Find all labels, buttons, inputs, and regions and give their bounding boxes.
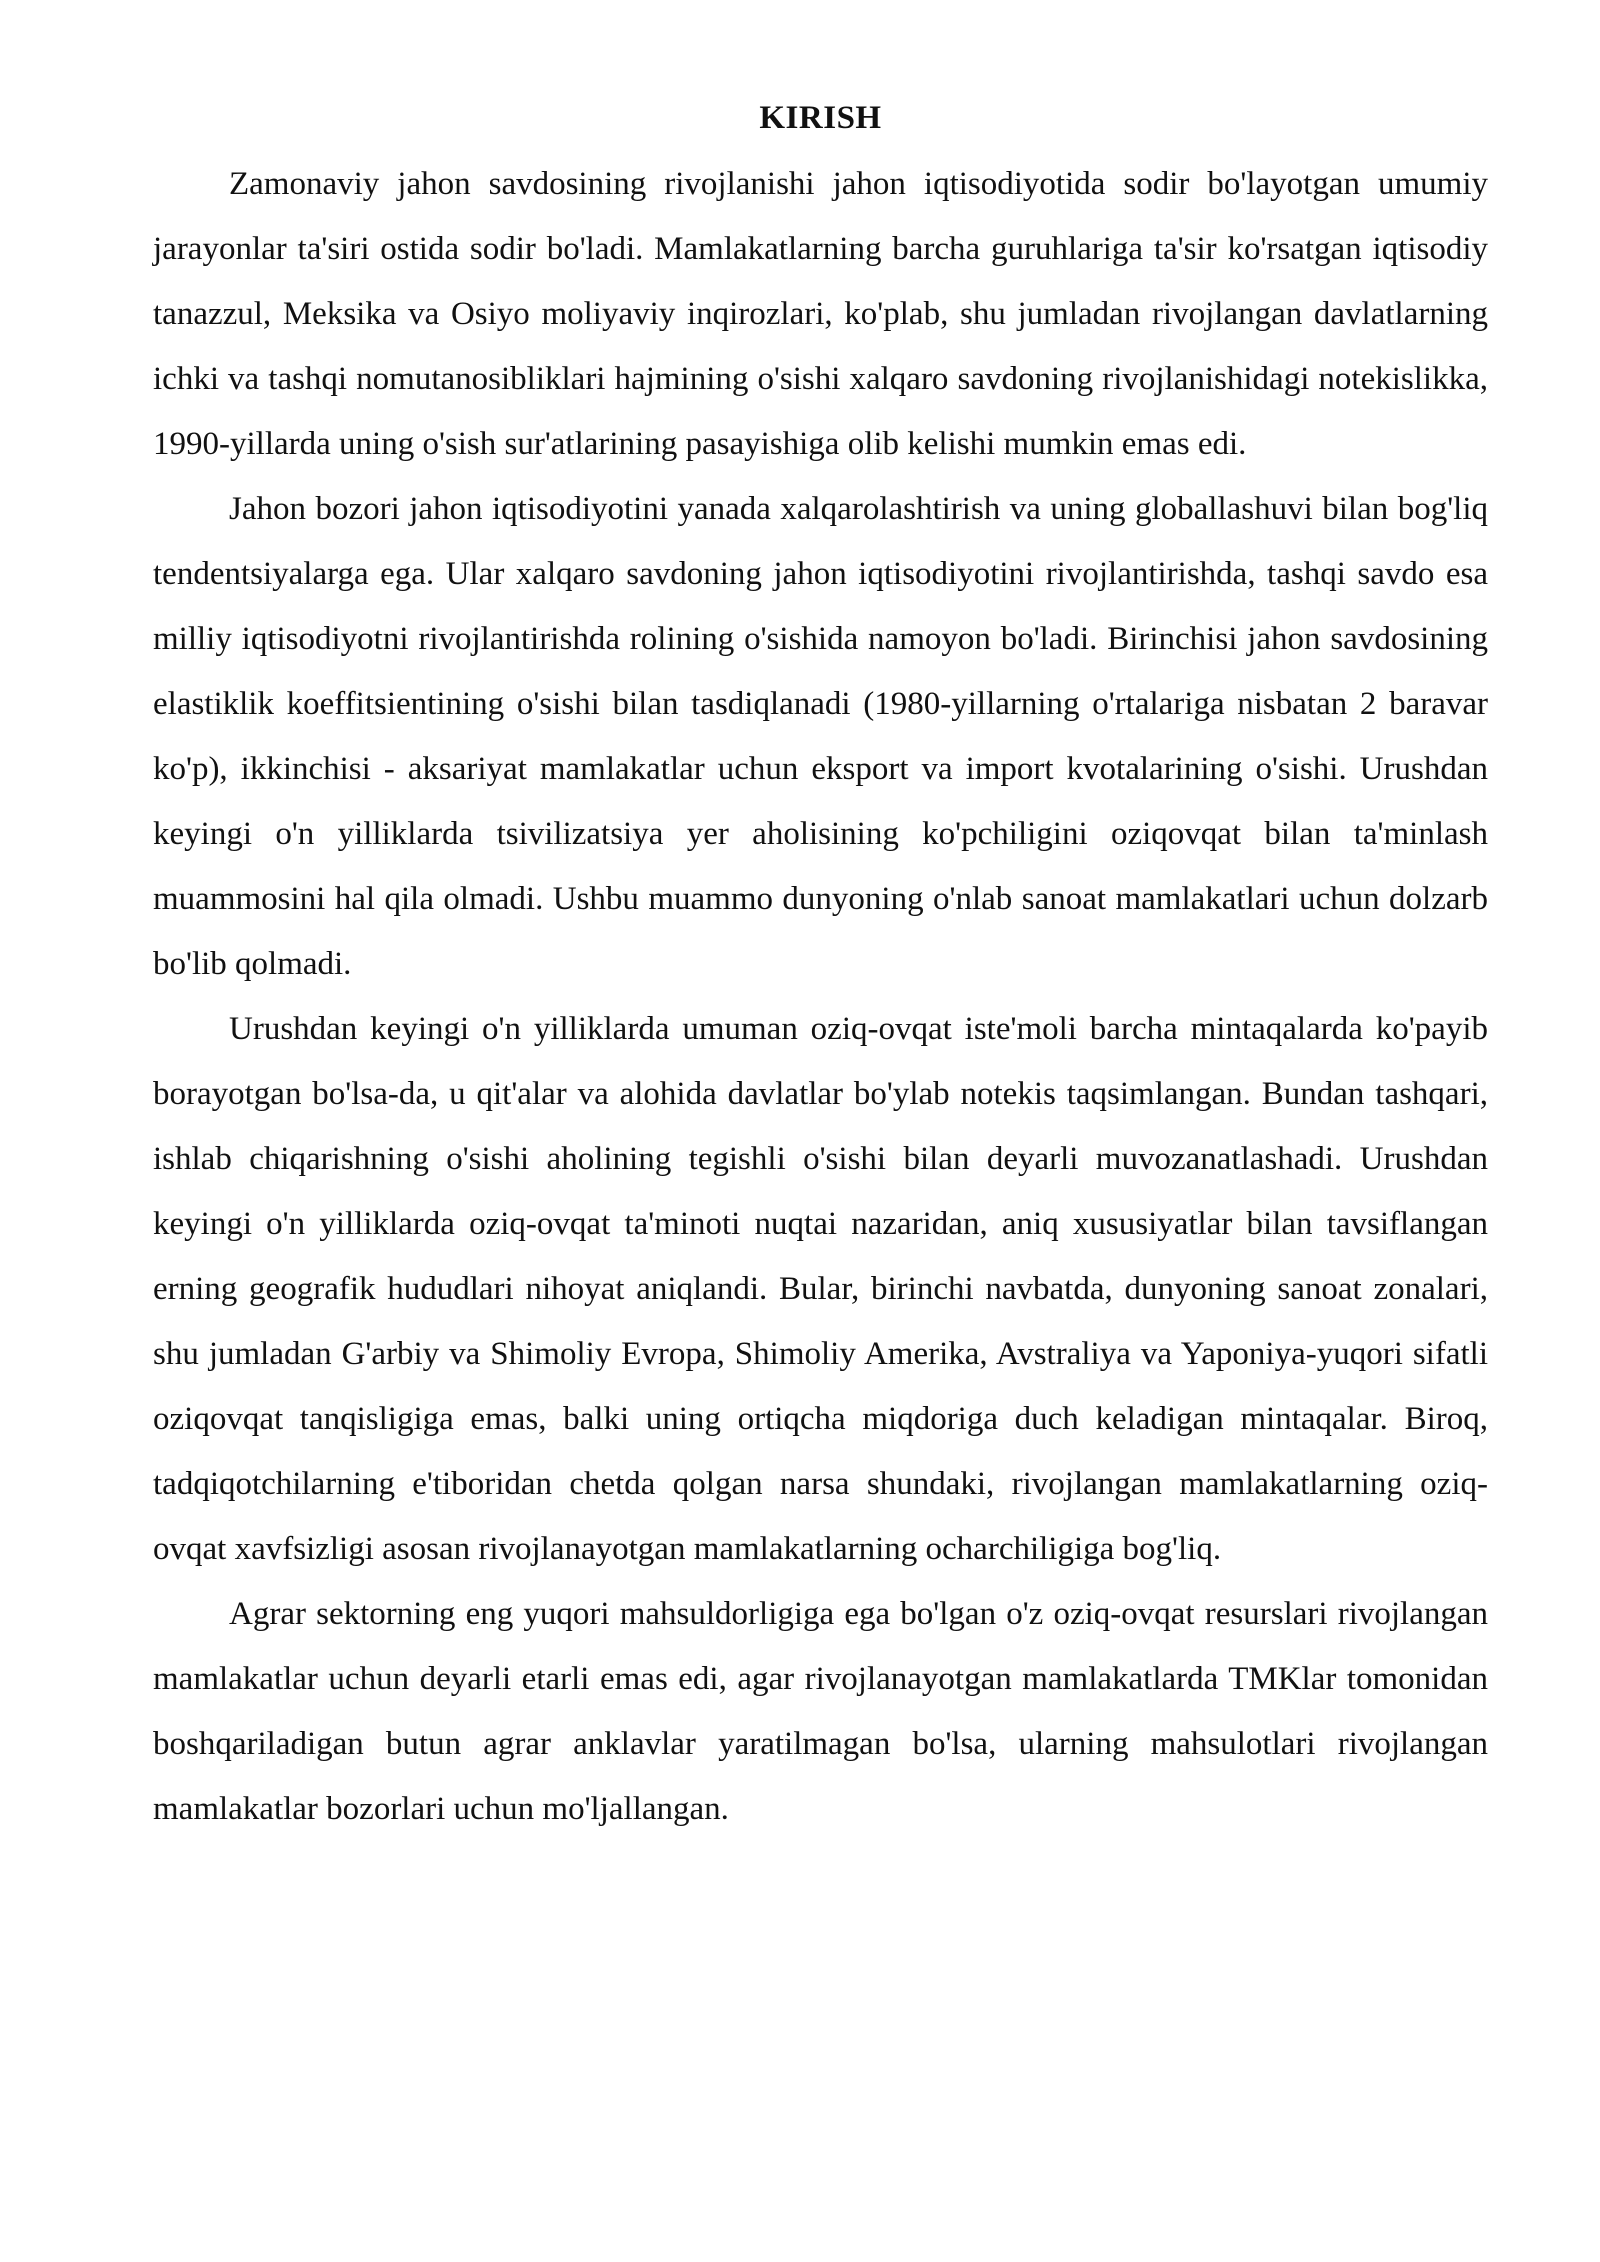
paragraph-1: Zamonaviy jahon savdosining rivojlanishi jahon iqtisodiyotida sodir bo'layotgan umumiy jarayonlar ta'siri ostida sodir bo'ladi. Mamlakatlarning barcha guruhlariga ta'sir ko'rsatgan iqtisodiy tanazzul, Meksika va Osiyo moliyaviy inqirozlari, ko'plab, shu jumladan rivojlangan davlatlarning ichki va tashqi nomutanosibliklari hajmining o'sishi xalqaro savdoning rivojlanishidagi notekislikka, 1990-yillarda uning o'sish sur'atlarining pasayishiga olib kelishi mumkin emas edi. bbox=[153, 166, 1488, 462]
paragraph-2: Jahon bozori jahon iqtisodiyotini yanada xalqarolashtirish va uning globallashuvi bilan bog'liq tendentsiyalarga ega. Ular xalqaro savdoning jahon iqtisodiyotini rivojlantirishda, tashqi savdo esa milliy iqtisodiyotni rivojlantirishda rolining o'sishida namoyon bo'ladi. Birinchisi jahon savdosining elastiklik koeffitsientining o'sishi bilan tasdiqlanadi (1980-yillarning o'rtalariga nisbatan 2 baravar ko'p), ikkinchisi - aksariyat mamlakatlar uchun eksport va import kvotalarining o'sishi. Urushdan keyingi o'n yilliklarda tsivilizatsiya yer aholisining ko'pchiligini oziqovqat bilan ta'minlash muammosini hal qila olmadi. Ushbu muammo dunyoning o'nlab sanoat mamlakatlari uchun dolzarb bo'lib qolmadi. bbox=[153, 491, 1488, 982]
paragraph-4: Agrar sektorning eng yuqori mahsuldorligiga ega bo'lgan o'z oziq-ovqat resurslari rivojlangan mamlakatlar uchun deyarli etarli emas edi, agar rivojlanayotgan mamlakatlarda TMKlar tomonidan boshqariladigan butun agrar anklavlar yaratilmagan bo'lsa, ularning mahsulotlari rivojlangan mamlakatlar bozorlari uchun mo'ljallangan. bbox=[153, 1596, 1488, 1827]
paragraph-3: Urushdan keyingi o'n yilliklarda umuman oziq-ovqat iste'moli barcha mintaqalarda ko'payib borayotgan bo'lsa-da, u qit'alar va alohida davlatlar bo'ylab notekis taqsimlangan. Bundan tashqari, ishlab chiqarishning o'sishi aholining tegishli o'sishi bilan deyarli muvozanatlashadi. Urushdan keyingi o'n yilliklarda oziq-ovqat ta'minoti nuqtai nazaridan, aniq xususiyatlar bilan tavsiflangan erning geografik hududlari nihoyat aniqlandi. Bular, birinchi navbatda, dunyoning sanoat zonalari, shu jumladan G'arbiy va Shimoliy Evropa, Shimoliy Amerika, Avstraliya va Yaponiya-yuqori sifatli oziqovqat tanqisligiga emas, balki uning ortiqcha miqdoriga duch keladigan mintaqalar. Biroq, tadqiqotchilarning e'tiboridan chetda qolgan narsa shundaki, rivojlangan mamlakatlarning oziq-ovqat xavfsizligi asosan rivojlanayotgan mamlakatlarning ocharchiligiga bog'liq. bbox=[153, 1011, 1488, 1567]
document-page bbox=[153, 88, 1488, 1842]
document-title: KIRISH bbox=[759, 100, 882, 136]
